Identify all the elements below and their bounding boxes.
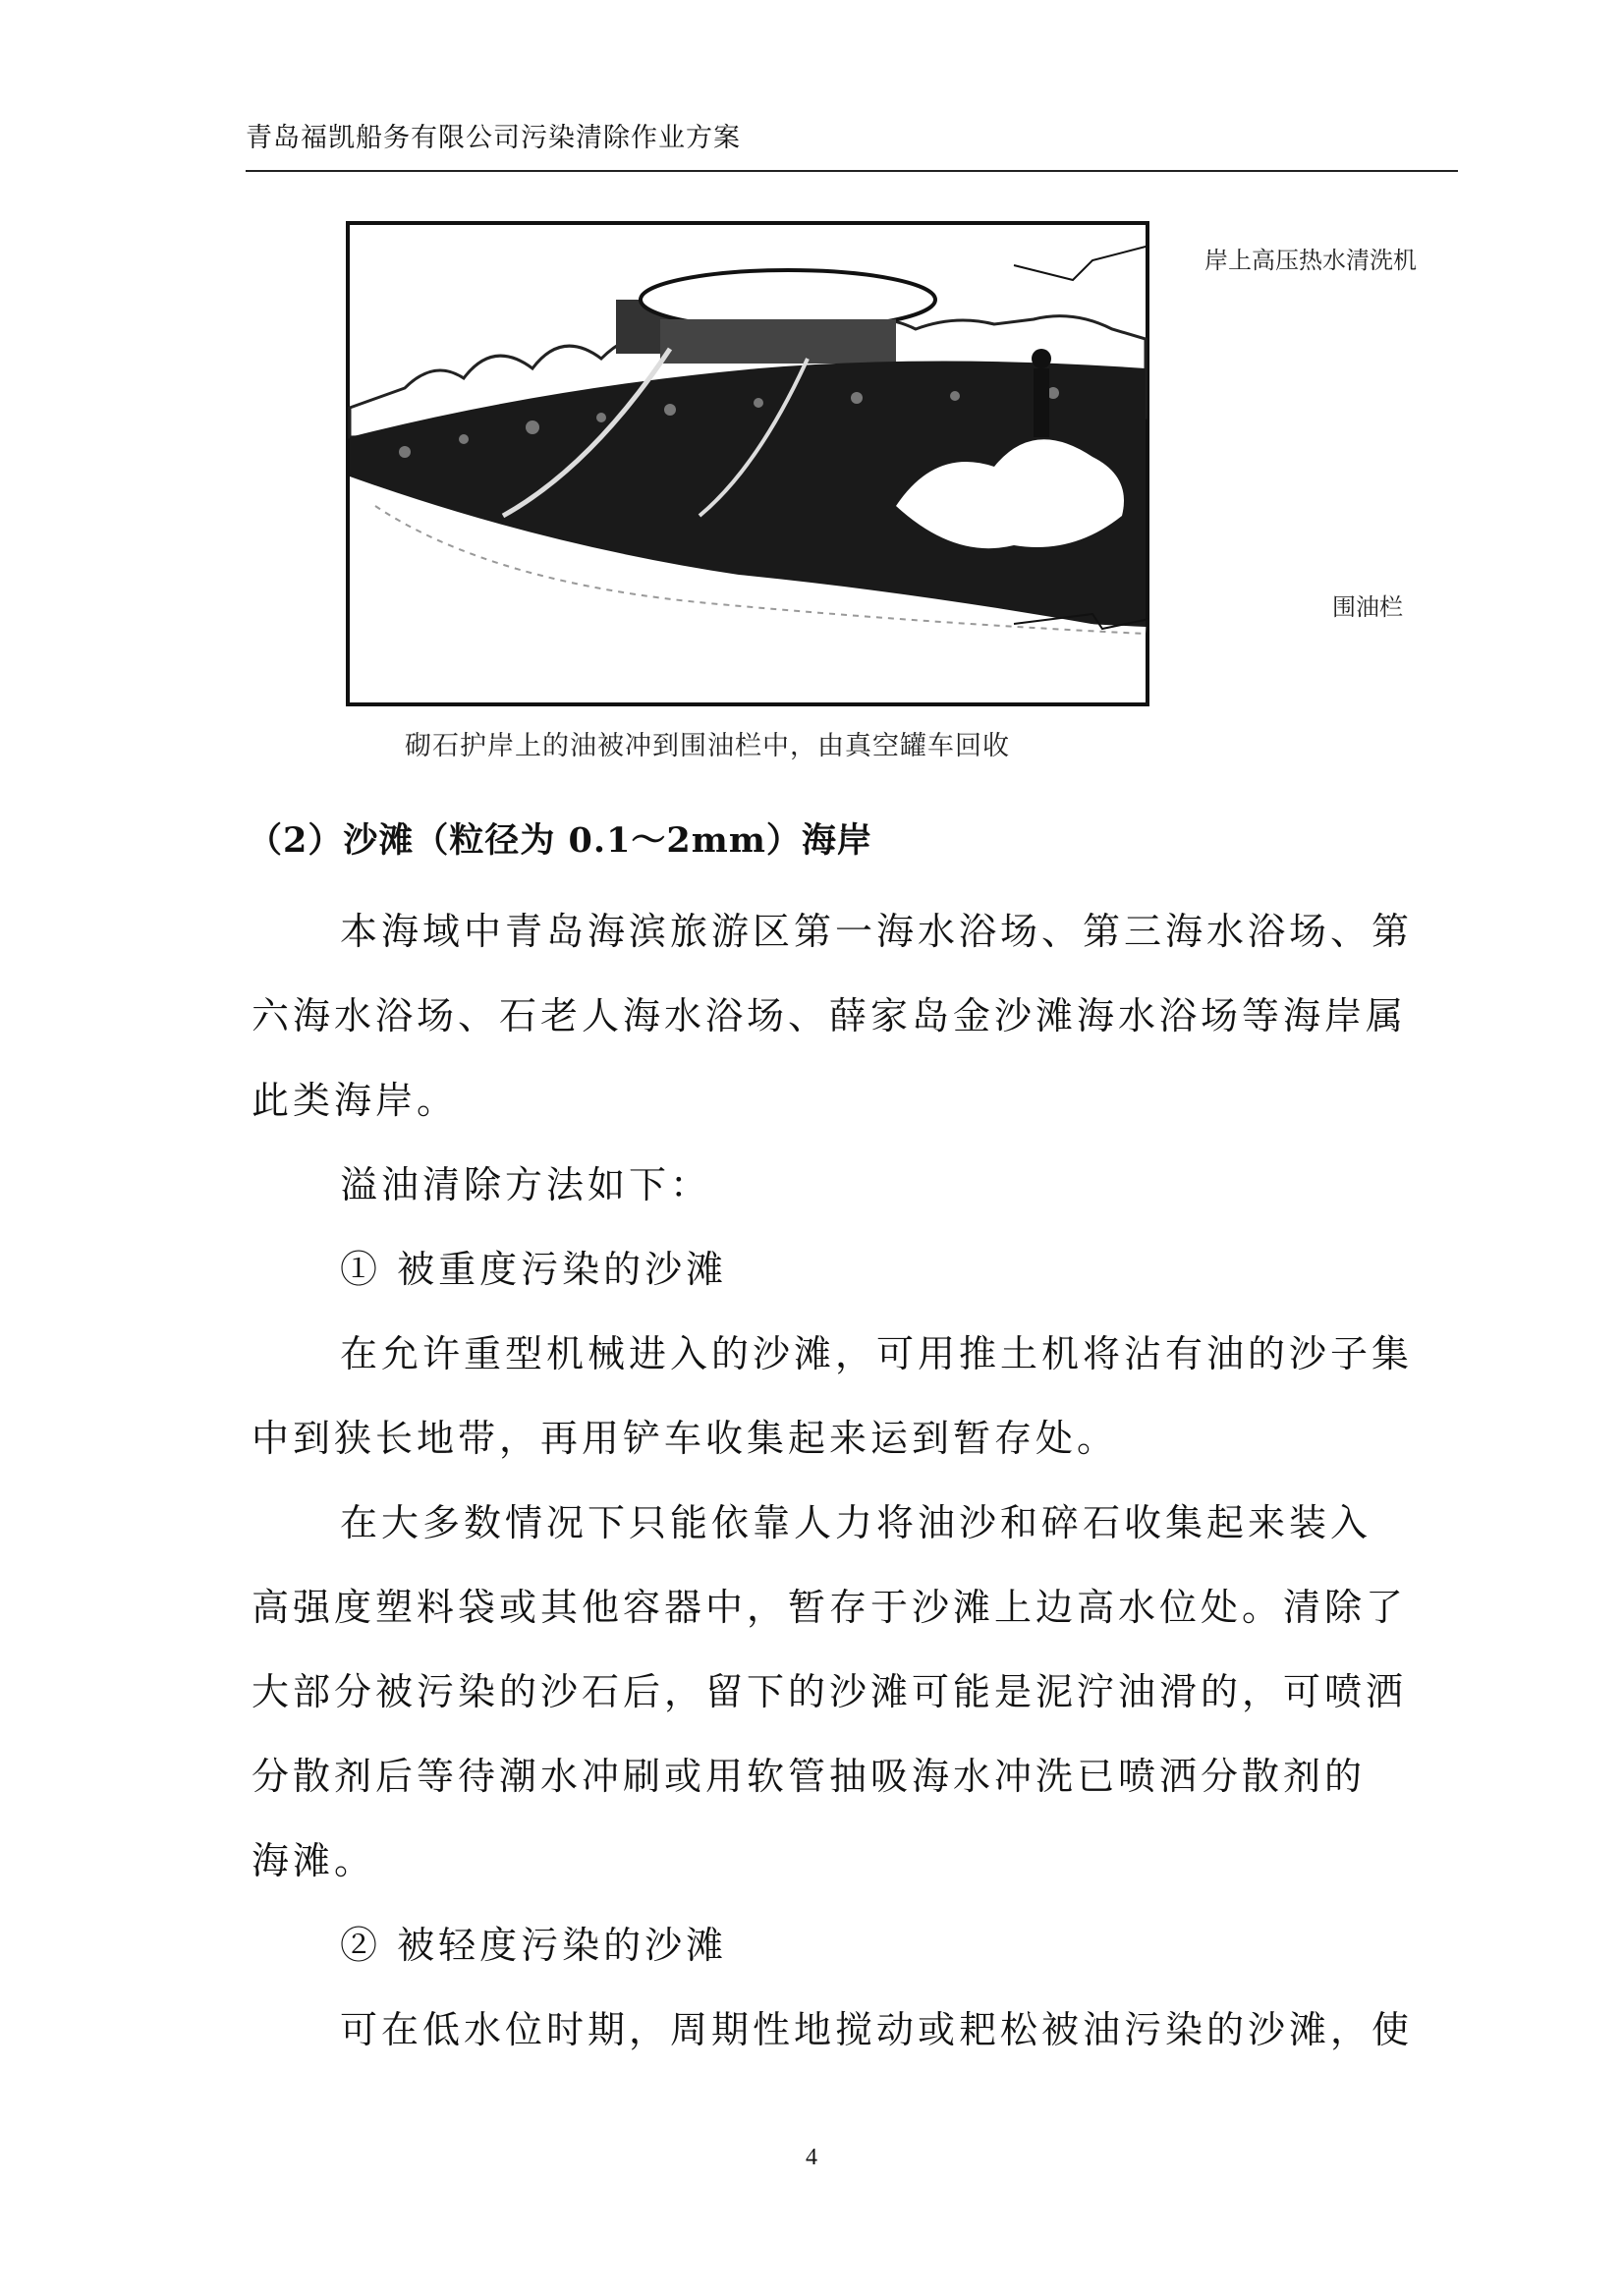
paragraph-line: 大部分被污染的沙石后，留下的沙滩可能是泥泞油滑的，可喷洒 xyxy=(252,1670,1408,1713)
page-number: 4 xyxy=(806,2145,817,2170)
figure-callout-hot-water-washer: 岸上高压热水清洗机 xyxy=(1204,247,1417,274)
paragraph-line: 在允许重型机械进入的沙滩，可用推土机将沾有油的沙子集 xyxy=(340,1332,1414,1375)
paragraph-line: 中到狭长地带，再用铲车收集起来运到暂存处。 xyxy=(252,1417,1119,1460)
list-item-heading: ② 被轻度污染的沙滩 xyxy=(340,1924,728,1967)
paragraph-line: 本海域中青岛海滨旅游区第一海水浴场、第三海水浴场、第 xyxy=(340,910,1414,953)
header-rule xyxy=(246,170,1458,172)
shoreline-cleaning-illustration xyxy=(346,221,1149,706)
figure-callout-oil-boom: 围油栏 xyxy=(1332,593,1403,621)
paragraph-line: 分散剂后等待潮水冲刷或用软管抽吸海水冲洗已喷洒分散剂的 xyxy=(252,1755,1367,1798)
paragraph-line: 六海水浴场、石老人海水浴场、薛家岛金沙滩海水浴场等海岸属 xyxy=(252,994,1408,1037)
paragraph-line: 此类海岸。 xyxy=(252,1079,459,1122)
paragraph-line: 高强度塑料袋或其他容器中，暂存于沙滩上边高水位处。清除了 xyxy=(252,1586,1408,1629)
paragraph-line: 可在低水位时期，周期性地搅动或耙松被油污染的沙滩，使 xyxy=(340,2008,1414,2051)
paragraph-line: 在大多数情况下只能依靠人力将油沙和碎石收集起来装入 xyxy=(340,1501,1372,1544)
list-item-heading: ① 被重度污染的沙滩 xyxy=(340,1248,728,1291)
document-header: 青岛福凯船务有限公司污染清除作业方案 xyxy=(246,123,741,153)
figure-caption: 砌石护岸上的油被冲到围油栏中，由真空罐车回收 xyxy=(405,731,1010,761)
paragraph-line: 溢油清除方法如下： xyxy=(340,1163,712,1206)
paragraph-line: 海滩。 xyxy=(252,1839,376,1882)
section-heading: （2）沙滩（粒径为 0.1～2mm）海岸 xyxy=(248,820,872,861)
